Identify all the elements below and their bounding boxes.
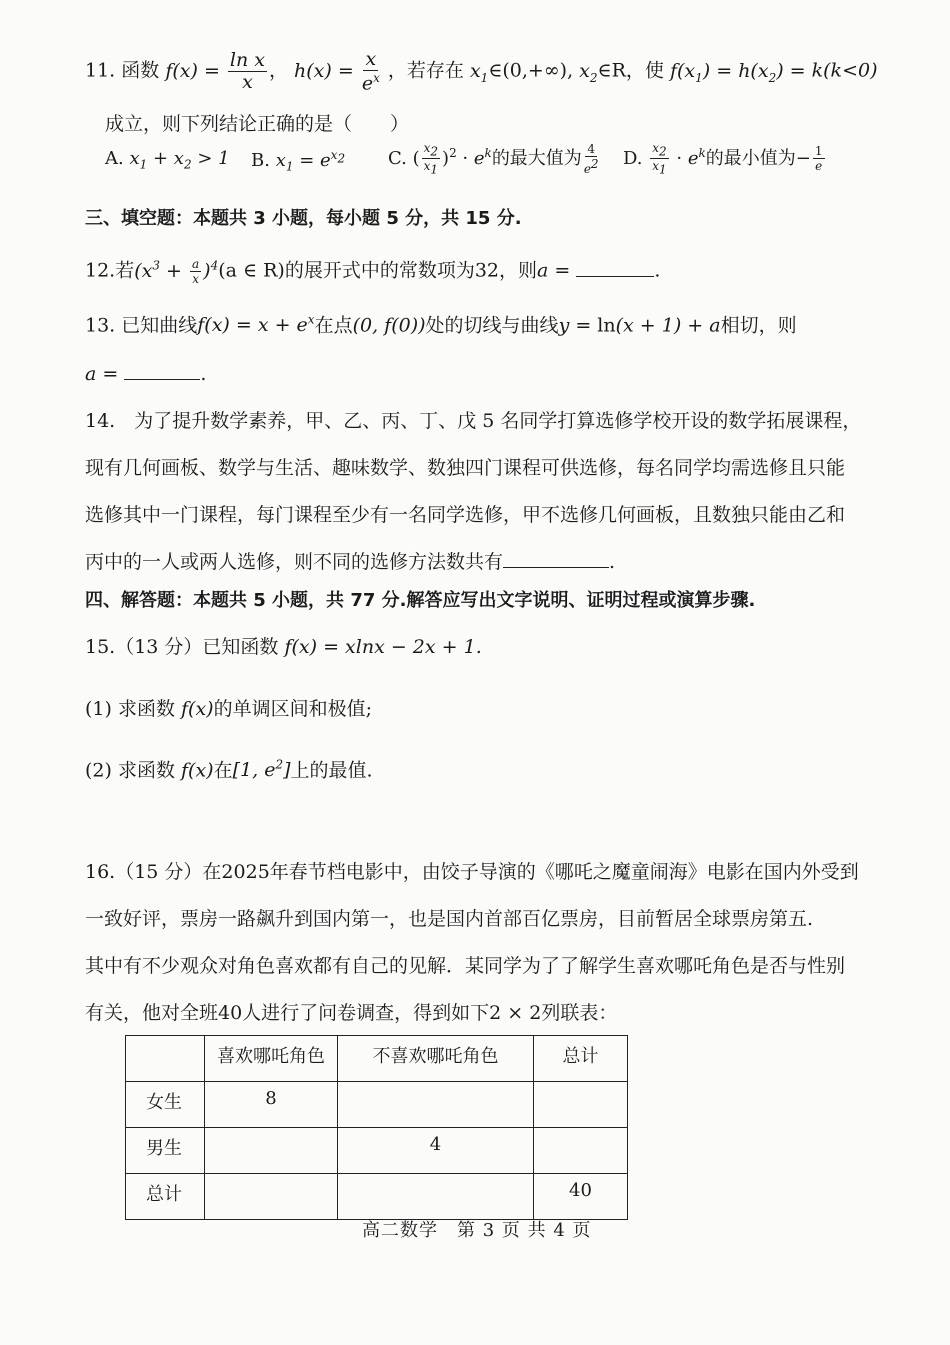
q16-line3: 其中有不少观众对角色喜欢都有自己的见解．某同学为了了解学生喜欢哪吒角色是否与性别 xyxy=(85,955,846,977)
q11-line1: 11. 函数 f(x) = $\frac{\text{ln x}}{x}$ ， h(x) = $\frac{x}{e^x}$ ，若存在 $x_1\in(0,+\infty)$, $x_2\in R$，使 $f(x_1) = h(x_2) = k(k<0)$ xyxy=(85,48,878,95)
h-def: h(x) = $\frac{x}{e^x}$ xyxy=(294,48,380,95)
q14-line2: 现有几何画板、数学与生活、趣味数学、数独四门课程可供选修，每名同学均需选修且只能 xyxy=(85,457,846,479)
q13-answer-blank xyxy=(124,363,200,380)
q16-line1: 16.（15 分）在2025年春节档电影中，由饺子导演的《哪吒之魔童闹海》电影在国内外受到 xyxy=(85,861,859,883)
option-b: B. $x_1 = e^{x_2}$ xyxy=(251,148,346,174)
lnx-over-x: $\frac{\text{ln x}}{x}$ xyxy=(229,49,265,94)
option-d: D. $\frac{x_2}{x_1}$ · $e^k$的最小值为− $\frac{1}{e}$ xyxy=(623,141,823,177)
section-4-heading: 四、解答题：本题共 5 小题，共 77 分.解答应写出文字说明、证明过程或演算步骤. xyxy=(85,590,756,611)
q15-part1: (1) 求函数 f(x)的单调区间和极值; xyxy=(85,698,372,720)
q15-part2: (2) 求函数 f(x)在[1, $e^2$]上的最值. xyxy=(85,758,373,782)
option-c: C. ( $\frac{x_2}{x_1}$ )$^2 \cdot e^k$的最大值为 $\frac{4}{e^2}$ xyxy=(388,141,599,177)
q16-line4: 有关，他对全班40人进行了问卷调查，得到如下2 × 2列联表： xyxy=(85,1002,618,1024)
table-header-row: 喜欢哪吒角色 不喜欢哪吒角色 总计 xyxy=(126,1036,628,1082)
q14-line3: 选修其中一门课程，每门课程至少有一名同学选修，甲不选修几何画板，且数独只能由乙和 xyxy=(85,504,846,526)
q16-line2: 一致好评，票房一路飙升到国内第一，也是国内首部百亿票房，目前暂居全球票房第五. xyxy=(85,908,814,930)
option-a: A. $x_1 + x_2 > 1$ xyxy=(105,148,230,172)
table-row: 女生 8 xyxy=(126,1082,628,1128)
q15-head: 15.（13 分）已知函数 f(x) = xlnx − 2x + 1. xyxy=(85,636,482,658)
page-footer: 高二数学 第 3 页 共 4 页 xyxy=(362,1220,592,1241)
contingency-table xyxy=(125,1035,628,1220)
x-over-ex: $\frac{x}{e^x}$ xyxy=(361,48,380,95)
table-row: 总计 40 xyxy=(126,1174,628,1220)
binomial-expr: ($x^3$ + $\frac{a}{x}$ )$^4$ xyxy=(134,257,219,286)
q12: 12.若($x^3$ + $\frac{a}{x}$ )$^4$(a ∈ R)的展开式中的常数项为32，则a = . xyxy=(85,257,661,286)
q11-line2: 成立，则下列结论正确的是（ ） xyxy=(105,113,410,135)
q13-line1: 13. 已知曲线$f(x) = x + e^x$在点(0, f(0))处的切线与曲线y = ln(x + 1) + a相切，则 xyxy=(85,313,797,337)
section-3-heading: 三、填空题：本题共 3 小题，每小题 5 分，共 15 分. xyxy=(85,208,522,229)
table-row: 男生 4 xyxy=(126,1128,628,1174)
q13-line2: a = . xyxy=(85,363,207,385)
q14-answer-blank xyxy=(503,551,609,568)
f-def: f(x) = $\frac{\text{ln x}}{x}$ xyxy=(165,49,265,94)
q14-line4: 丙中的一人或两人选修，则不同的选修方法数共有 . xyxy=(85,551,616,573)
q14-line1: 14. 为了提升数学素养，甲、乙、丙、丁、戊 5 名同学打算选修学校开设的数学拓展课程， xyxy=(85,410,862,432)
q12-answer-blank xyxy=(576,260,654,277)
